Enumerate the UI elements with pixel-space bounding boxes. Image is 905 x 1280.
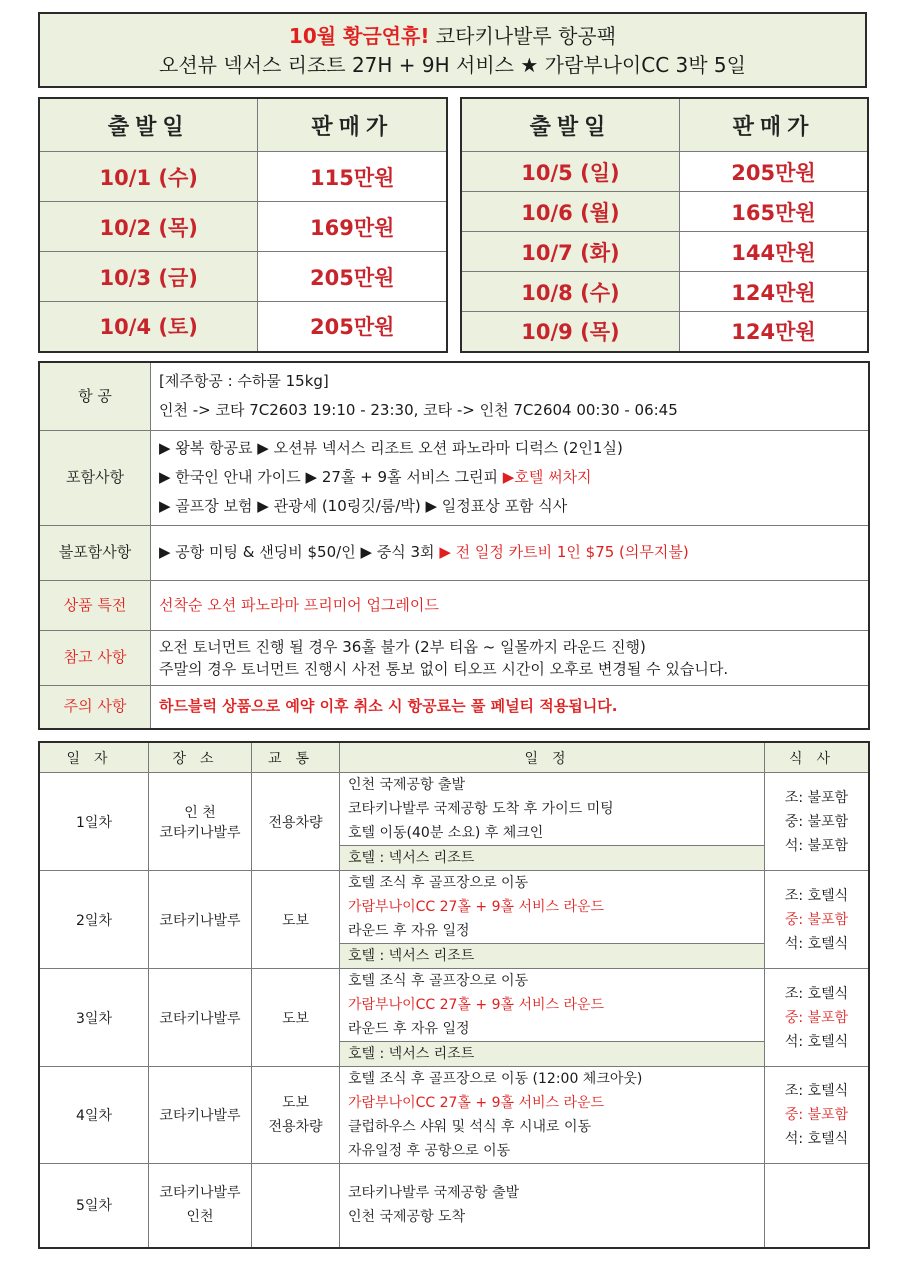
price-table-right	[460, 97, 869, 353]
place-cell: 코타키나발루	[149, 969, 252, 1067]
place-line: 코타키나발루	[159, 1185, 241, 1202]
schedule-line: 코타키나발루 국제공항 출발	[348, 1185, 520, 1202]
transport-cell: 도보	[252, 969, 340, 1067]
included-line-2	[159, 463, 867, 492]
meal-lunch: 중: 불포함	[784, 1107, 849, 1123]
meal-dinner: 석: 호텔식	[784, 1033, 849, 1050]
title-highlight: 10월 황금연휴!	[288, 24, 430, 48]
note-label: 참고 사항	[39, 630, 151, 685]
special-value: 선착순 오션 파노라마 프리미어 업그레이드	[151, 580, 870, 630]
place-cell	[149, 1164, 252, 1248]
itinerary-row	[39, 1067, 869, 1164]
header-schedule: 일정	[340, 742, 765, 773]
schedule-line: 코타키나발루 국제공항 도착 후 가이드 미팅	[348, 801, 614, 817]
schedule-cell	[340, 773, 765, 871]
schedule-cell	[340, 871, 765, 969]
meal-dinner: 석: 호텔식	[784, 1131, 849, 1147]
place-line: 코타키나발루	[159, 824, 241, 841]
meal-breakfast: 조: 불포함	[784, 789, 849, 806]
cart-fee: ▶ 전 일정 카트비 1인 $75 (의무지불)	[439, 543, 689, 561]
schedule-line: 라운드 후 자유 일정	[348, 923, 470, 939]
transport-line: 도보	[281, 1095, 310, 1111]
schedule-line: 클럽하우스 샤워 및 석식 후 시내로 이동	[348, 1119, 592, 1135]
day-label: 4일차	[39, 1067, 149, 1164]
price-row	[461, 192, 868, 232]
title-line-2: 오션뷰 넥서스 리조트 27H + 9H 서비스 ★ 가람부나이CC 3박 5일	[159, 53, 746, 77]
meal-breakfast: 조: 호텔식	[784, 887, 849, 904]
transport-cell	[252, 1067, 340, 1164]
meal-dinner: 석: 불포함	[784, 837, 849, 854]
meal-dinner: 석: 호텔식	[784, 935, 849, 952]
schedule-line: 자유일정 후 공항으로 이동	[348, 1143, 511, 1159]
schedule-line: 호텔 조식 후 골프장으로 이동 (12:00 체크아웃)	[348, 1071, 643, 1087]
meal-cell	[765, 1067, 870, 1164]
title-banner	[38, 12, 867, 88]
note-line-2: 주말의 경우 토너먼트 진행시 사전 통보 없이 티오프 시간이 오후로 변경될 수 있습니다.	[159, 659, 729, 678]
meal-lunch: 중: 불포함	[784, 911, 849, 928]
sale-price: 115만원	[258, 152, 447, 202]
transport-line: 전용차량	[268, 1119, 323, 1135]
meal-breakfast: 조: 호텔식	[784, 1083, 849, 1099]
day-label: 3일차	[39, 969, 149, 1067]
schedule-line: 가람부나이CC 27홀 + 9홀 서비스 라운드	[348, 997, 605, 1013]
note-details	[151, 630, 870, 685]
flight-label: 항 공	[39, 362, 151, 430]
title-line-1	[40, 22, 865, 50]
meal-breakfast: 조: 호텔식	[784, 985, 849, 1002]
departure-date: 10/3 (금)	[39, 252, 258, 302]
day-label: 2일차	[39, 871, 149, 969]
header-departure-date: 출발일	[461, 98, 679, 152]
departure-date: 10/2 (목)	[39, 202, 258, 252]
price-row	[461, 232, 868, 272]
title-line-1-rest: 코타키나발루 항공팩	[429, 24, 617, 48]
sale-price: 124만원	[679, 272, 868, 312]
itinerary-row	[39, 1164, 869, 1248]
hotel-line: 호텔 : 넥서스 리조트	[340, 845, 764, 870]
price-row	[39, 202, 447, 252]
excluded-text: ▶ 공항 미팅 & 샌딩비 $50/인 ▶ 중식 3회	[159, 543, 440, 561]
place-cell: 코타키나발루	[149, 871, 252, 969]
schedule-line: 호텔 조식 후 골프장으로 이동	[348, 973, 529, 989]
departure-date: 10/6 (월)	[461, 192, 679, 232]
sale-price: 124만원	[679, 312, 868, 352]
hotel-surcharge: ▶호텔 써차지	[502, 468, 592, 486]
schedule-line: 인천 국제공항 도착	[348, 1209, 466, 1226]
hotel-line: 호텔 : 넥서스 리조트	[340, 943, 764, 968]
header-sale-price: 판매가	[679, 98, 868, 152]
schedule-line: 호텔 이동(40분 소요) 후 체크인	[348, 825, 544, 841]
hotel-line: 호텔 : 넥서스 리조트	[340, 1041, 764, 1066]
sale-price: 165만원	[679, 192, 868, 232]
meal-cell	[765, 773, 870, 871]
itinerary-row	[39, 773, 869, 871]
flight-details	[151, 362, 870, 430]
departure-date: 10/9 (목)	[461, 312, 679, 352]
place-cell	[149, 773, 252, 871]
special-label: 상품 특전	[39, 580, 151, 630]
header-sale-price: 판매가	[258, 98, 447, 152]
price-row	[39, 152, 447, 202]
header-day: 일자	[39, 742, 149, 773]
schedule-line: 가람부나이CC 27홀 + 9홀 서비스 라운드	[348, 1095, 605, 1111]
place-line: 인천	[186, 1209, 214, 1226]
itinerary-table	[38, 741, 870, 1249]
day-label: 1일차	[39, 773, 149, 871]
schedule-line: 인천 국제공항 출발	[348, 777, 466, 793]
excluded-label: 불포함사항	[39, 525, 151, 580]
included-line-3: ▶ 골프장 보험 ▶ 관광세 (10링깃/룸/박) ▶ 일정표상 포함 식사	[159, 497, 568, 515]
itinerary-row	[39, 969, 869, 1067]
header-place: 장소	[149, 742, 252, 773]
sale-price: 144만원	[679, 232, 868, 272]
schedule-cell	[340, 1164, 765, 1248]
meal-cell	[765, 871, 870, 969]
price-row	[39, 252, 447, 302]
schedule-line: 가람부나이CC 27홀 + 9홀 서비스 라운드	[348, 899, 605, 915]
sale-price: 205만원	[258, 302, 447, 352]
package-info-table	[38, 361, 870, 730]
transport-cell	[252, 1164, 340, 1248]
price-row	[39, 302, 447, 352]
flight-line-2: 인천 -> 코타 7C2603 19:10 - 23:30, 코타 -> 인천 7C2604 00:30 - 06:45	[159, 401, 678, 420]
sale-price: 205만원	[679, 152, 868, 192]
note-line-1: 오전 토너먼트 진행 될 경우 36홀 불가 (2부 티옵 ~ 일몰까지 라운드 진행)	[159, 637, 646, 656]
included-details	[151, 430, 870, 525]
header-transport: 교통	[252, 742, 340, 773]
departure-date: 10/4 (토)	[39, 302, 258, 352]
itinerary-row	[39, 871, 869, 969]
schedule-line: 호텔 조식 후 골프장으로 이동	[348, 875, 529, 891]
flight-line-1: [제주항공 : 수하물 15kg]	[159, 372, 329, 391]
departure-date: 10/7 (화)	[461, 232, 679, 272]
schedule-line: 라운드 후 자유 일정	[348, 1021, 470, 1037]
included-label: 포함사항	[39, 430, 151, 525]
caution-value: 하드블럭 상품으로 예약 이후 취소 시 항공료는 풀 페널티 적용됩니다.	[151, 685, 870, 729]
included-line-1: ▶ 왕복 항공료 ▶ 오션뷰 넥서스 리조트 오션 파노라마 디럭스 (2인1실)	[159, 439, 623, 457]
sale-price: 205만원	[258, 252, 447, 302]
price-row	[461, 312, 868, 352]
price-table-left	[38, 97, 448, 353]
price-row	[461, 272, 868, 312]
transport-line: 전용차량	[268, 814, 323, 831]
place-cell: 코타키나발루	[149, 1067, 252, 1164]
header-meal: 식사	[765, 742, 870, 773]
transport-cell	[252, 773, 340, 871]
meal-cell	[765, 1164, 870, 1248]
day-label: 5일차	[39, 1164, 149, 1248]
included-line-2-text: ▶ 한국인 안내 가이드 ▶ 27홀 + 9홀 서비스 그린피	[159, 468, 503, 486]
schedule-cell	[340, 969, 765, 1067]
header-departure-date: 출발일	[39, 98, 258, 152]
transport-cell: 도보	[252, 871, 340, 969]
place-line: 인 천	[184, 804, 216, 821]
schedule-cell	[340, 1067, 765, 1164]
meal-lunch: 중: 불포함	[784, 1009, 849, 1026]
departure-date: 10/8 (수)	[461, 272, 679, 312]
meal-lunch: 중: 불포함	[784, 813, 849, 830]
meal-cell	[765, 969, 870, 1067]
sale-price: 169만원	[258, 202, 447, 252]
excluded-details	[151, 525, 870, 580]
price-row	[461, 152, 868, 192]
caution-label: 주의 사항	[39, 685, 151, 729]
departure-date: 10/1 (수)	[39, 152, 258, 202]
departure-date: 10/5 (일)	[461, 152, 679, 192]
